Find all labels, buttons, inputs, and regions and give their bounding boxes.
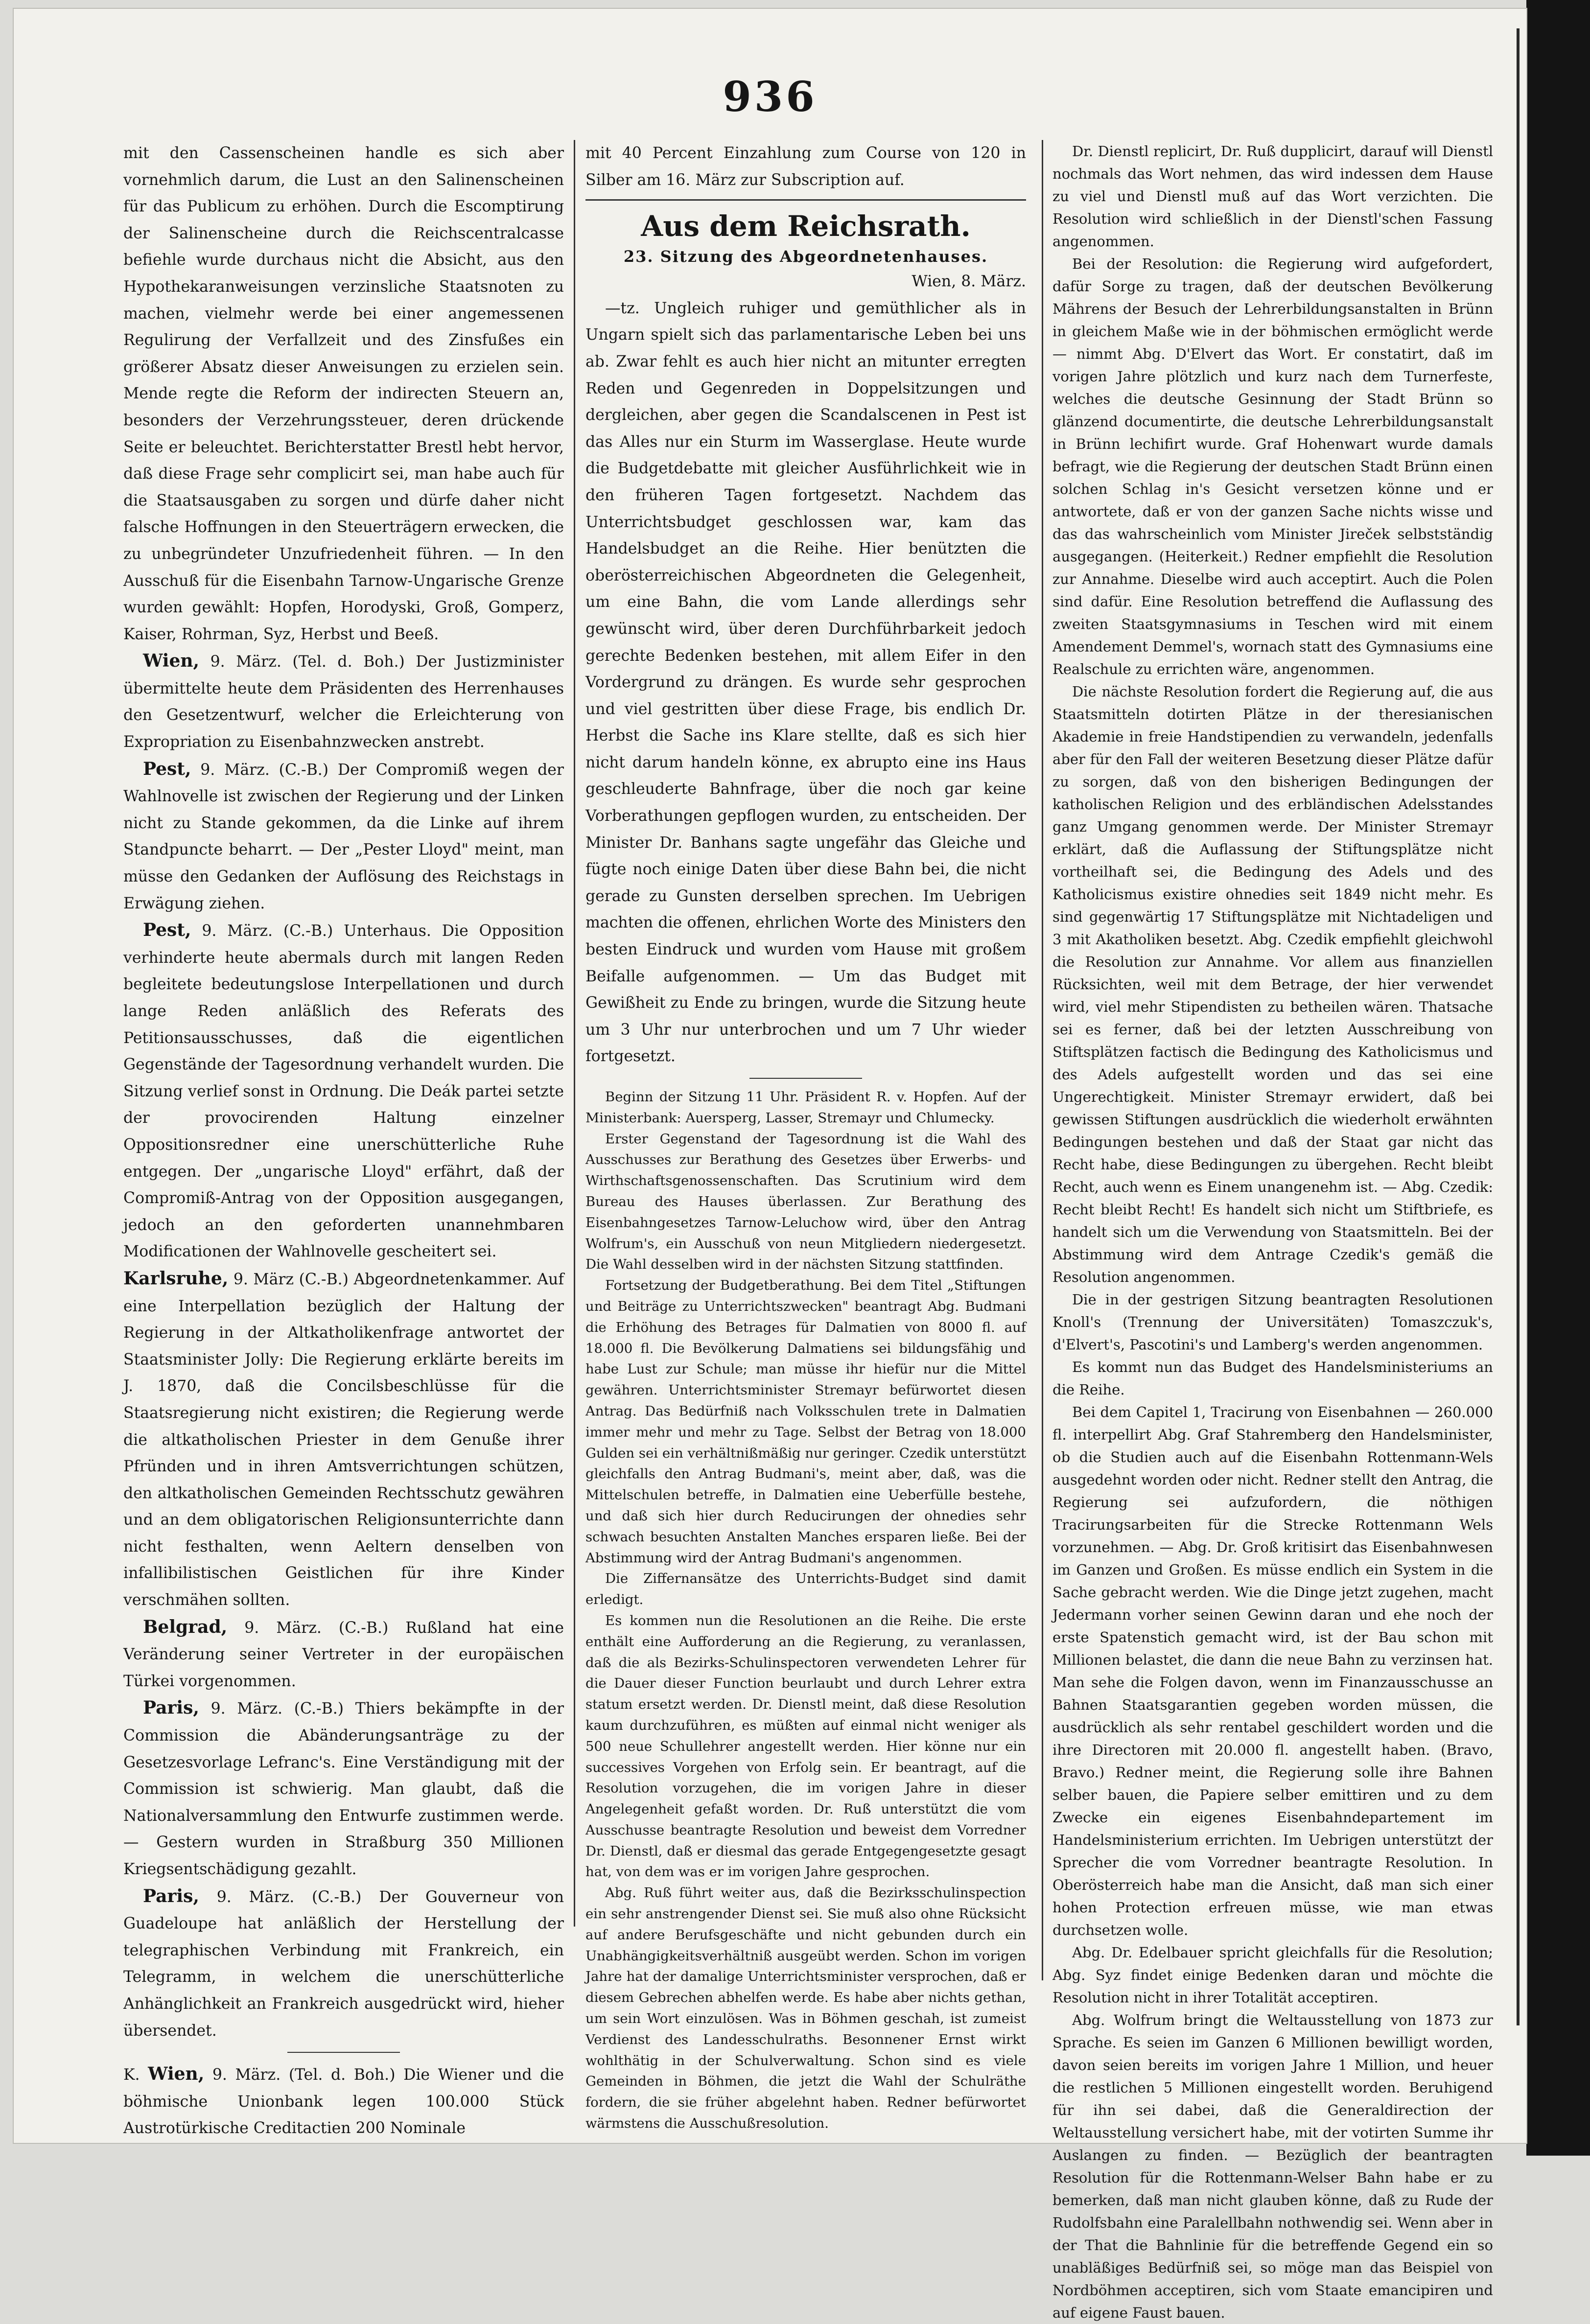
report-paragraph: Abg. Wolfrum bringt die Weltausstellung von 1873 zur Sprache. Es seien im Ganzen 6 Millionen bewilligt worden, davon seien bereits im vorigen Jahre 1 Million, und heuer die restlichen 5 Millionen eingestellt worden. Beruhigend für ihn sei dabei, daß die Generaldirection der Weltausstellung versichert habe, mit der votirten Summe ihr Auslangen zu finden. — Bezüglich der beantragten Resolution für die Rottenmann-Welser Bahn habe er zu bemerken, daß man nicht glauben könne, daß zu Rude der Rudolfsbahn eine Paralellbahn nothwendig sei. Wenn aber in der That die Bahnlinie für die betreffende Gegend ein so unabläßiges Bedürfniß sei, so möge man das Beispiel von Nordböhmen acceptiren, sich vom Staate emancipiren und auf eigene Faust bauen. bbox=[1052, 2012, 1493, 2321]
section-heading: Aus dem Reichsrath. bbox=[641, 209, 971, 243]
separator-rule bbox=[749, 1078, 862, 1079]
report-paragraph: —tz. Ungleich ruhiger und gemüthlicher als in Ungarn spielt sich das parlamentarische Leben bei uns ab. Zwar fehlt es auch hier nicht an mitunter erregten Reden und Gegenreden in Doppelsitzungen und dergleichen, aber gegen die Scandalscenen in Pest ist das Alles nur ein Sturm im Wasserglase. Heute wurde die Budgetdebatte mit gleicher Ausführlichkeit wie in den früheren Tagen fortgesetzt. Nachdem das Unterrichtsbudget geschlossen war, kam das Handelsbudget an die Reihe. Hier benützten die oberösterreichischen Abgeordneten die Gelegenheit, um eine Bahn, die vom Lande allerdings sehr gewünscht wird, über deren Durchführbarkeit jedoch gerechte Bedenken bestehen, mit allem Eifer in den Vordergrund zu drängen. Es wurde sehr gesprochen und viel gestritten über diese Frage, bis endlich Dr. Herbst die Sache ins Klare stellte, daß es sich hier nicht darum handeln könne, ex abrupto eine ins Haus geschleuderte Bahnfrage, über die noch gar keine Vorberathungen gepflogen wurden, zu entscheiden. Der Minister Dr. Banhans sagte ungefähr das Gleiche und fügte noch einige Daten über diese Bahn bei, die nicht gerade zu Gunsten derselben sprechen. Im Uebrigen machten die offenen, ehrlichen Worte des Ministers den besten Eindruck und wurden vom Hause mit großem Beifalle aufgenommen. — Um das Budget mit Gewißheit zu Ende zu bringen, wurde die Sitzung heute um 3 Uhr nur unterbrochen und um 7 Uhr wieder fortgesetzt. bbox=[585, 299, 1026, 1066]
news-text: 9. März. (C.-B.) Unterhaus. Die Opposition verhinderte heute abermals durch mit langen Reden begleitete bedeutungslose Interpellationen und durch lange Reden anläßlich des Referats des Petitionsausschusses, daß die eigentlichen Gegenstände der Tagesordnung verhandelt wurden. Die Sitzung verlief sonst in Ordnung. Die Deák partei setzte der provocirenden Haltung einzelner Oppositionsredner eine unerschütterliche Ruhe entgegen. Der „ungarische Lloyd" erfährt, daß der Compromiß-Antrag von der Opposition ausgegangen, jedoch an den geforderten unannehmbaren Modificationen der Wahlnovelle gescheitert sei. bbox=[123, 922, 564, 1261]
news-item bbox=[123, 1883, 564, 2045]
report-paragraph: Die in der gestrigen Sitzung beantragten Resolutionen Knoll's (Trennung der Universitäten) Tomaszczuk's, d'Elvert's, Pascotini's und Lamberg's werden angenommen. bbox=[1052, 1291, 1493, 1353]
news-text: 9. März (C.-B.) Abgeordnetenkammer. Auf eine Interpellation bezüglich der Haltung der Regierung in der Altkatholikenfrage antwortet der Staatsminister Jolly: Die Regierung erklärte bereits im J. 1870, daß die Concilsbeschlüsse für die Staatsregierung nicht existiren; die Regierung werde die altkatholischen Priester in dem Genuße ihrer Pfründen und in ihren Amtsverrichtungen schützen, den altkatholischen Gemeinden Rechtsschutz gewähren und an dem obligatorischen Religionsunterrichte dann nicht festhalten, wenn Aeltern denselben von infallibilistischen Geistlichen für ihre Kinder verschmähen sollten. bbox=[123, 1270, 564, 1609]
news-item bbox=[123, 2061, 564, 2142]
report-paragraph: Bei dem Capitel 1, Tracirung von Eisenbahnen — 260.000 fl. interpellirt Abg. Graf Stahremberg den Handelsminister, ob die Studien auch auf die Eisenbahn Rottenmann-Wels ausgedehnt worden oder nicht. Redner stellt den Antrag, die Regierung sei aufzufordern, die nöthigen Tracirungsarbeiten für die Strecke Rottenmann Wels vorzunehmen. — Abg. Dr. Groß kritisirt das Eisenbahnwesen im Ganzen und Großen. Es müsse endlich ein System in die Sache gebracht werden. Wie die Dinge jetzt zugehen, macht Jedermann vorher seinen Gewinn daran und ehe noch der erste Spatenstich gemacht wird, ist der Bau schon mit Millionen belastet, die dann die neue Bahn zu verzinsen hat. Man sehe die Folgen davon, wenn im Finanzausschusse an Bahnen Staatsgarantien gegeben worden müssen, die ausdrücklich als sehr rentabel geschildert worden und die ihre Directoren mit 20.000 fl. angestellt haben. (Bravo, Bravo.) Redner meint, die Regierung solle ihre Bahnen selber bauen, die Papiere selber emittiren und zu dem Zwecke ein eigenes Eisenbahndepartement im Handelsministerium errichten. Im Uebrigen unterstützt der Sprecher die vom Vorredner beantragte Resolution. In Oberösterreich habe man die Ansicht, daß man sich einer hohen Protection erfreuen müsse, wie man etwas durchsetzen wolle. bbox=[1052, 1404, 1493, 1938]
column-divider bbox=[574, 140, 575, 1927]
report-paragraph: Abg. Dr. Edelbauer spricht gleichfalls für die Resolution; Abg. Syz findet einige Bedenken daran und möchte die Resolution nicht in ihrer Totalität acceptiren. bbox=[1052, 1944, 1493, 2006]
report-paragraph: Bei der Resolution: die Regierung wird aufgefordert, dafür Sorge zu tragen, daß der deutschen Bevölkerung Mährens der Besuch der Lehrerbildungsanstalten in Brünn in gleichem Maße wie in der böhmischen ermöglicht werde — nimmt Abg. D'Elvert das Wort. Er constatirt, daß im vorigen Jahre plötzlich und kurz nach dem Turnerfeste, welches die deutsche Gesinnung der Stadt Brünn so glänzend documentirte, die deutsche Lehrerbildungsanstalt in Brünn lechifirt wurde. Graf Hohenwart wurde damals befragt, wie die Regierung der deutschen Stadt Brünn einen solchen Schlag in's Gesicht versetzen könne und er antwortete, daß er von der ganzen Sache nichts wisse und das das wahrscheinlich vom Minister Jireček selbstständig ausgegangen. (Heiterkeit.) Redner empfiehlt die Resolution zur Annahme. Dieselbe wird auch acceptirt. Auch die Polen sind dafür. Eine Resolution betreffend die Auflassung des zweiten Staatsgymnasiums in Teschen wird mit einem Amendement Demmel's, wornach statt des Gymnasiums eine Realschule zu errichten wäre, angenommen. bbox=[1052, 256, 1493, 677]
dateline-place: Pest, bbox=[143, 920, 191, 941]
correspondent-mark: K. bbox=[123, 2066, 140, 2084]
dateline-place: Paris, bbox=[143, 1697, 199, 1719]
scan-border bbox=[1526, 0, 1590, 2156]
column-divider bbox=[1042, 140, 1043, 1980]
separator-rule bbox=[287, 2052, 400, 2053]
news-text: 9. März. (Tel. d. Boh.) Die Wiener und die böhmische Unionbank legen 100.000 Stück Austrotürkische Creditactien 200 Nominale bbox=[123, 2066, 564, 2138]
news-text: 9. März. (C.-B.) Rußland hat eine Veränderung seiner Vertreter in der europäischen Türkei vorgenommen. bbox=[123, 1619, 564, 1690]
section-rule bbox=[585, 199, 1026, 201]
news-item bbox=[123, 1614, 564, 1695]
continued-paragraph: mit 40 Percent Einzahlung zum Course von 120 in Silber am 16. März zur Subscription auf. bbox=[585, 144, 1026, 189]
news-text: 9. März. (C.-B.) Thiers bekämpfte in der Commission die Abänderungsanträge zu der Gesetzesvorlage Lefranc's. Eine Verständigung mit der Commission ist schwierig. Man glaubt, daß die Nationalversammlung den Entwurfe zustimmen werde. — Gestern wurden in Straßburg 350 Millionen Kriegsentschädigung gezahlt. bbox=[123, 1700, 564, 1878]
newspaper-page bbox=[14, 9, 1526, 2321]
report-paragraph: Fortsetzung der Budgetberathung. Bei dem Titel „Stiftungen und Beiträge zu Unterrichtszwecken" beantragt Abg. Budmani die Erhöhung des Betrages für Dalmatien von 8000 fl. auf 18.000 fl. Die Bevölkerung Dalmatiens sei bildungsfähig und habe Lust zur Schule; man müsse ihr hiefür nur die Mittel gewähren. Unterrichtsminister Stremayr befürwortet diesen Antrag. Das Bedürfniß nach Volksschulen trete in Dalmatien immer mehr und mehr zu Tage. Selbst der Betrag von 18.000 Gulden sei ein verhältnißmäßig nur geringer. Czedik unterstützt gleichfalls den Antrag Budmani's, meint aber, daß, was die Mittelschulen betreffe, in Dalmatien eine Ueberfülle bestehe, und daß sich hier durch Reducirungen der ohnedies sehr schwach besuchten Anstalten Manches ersparen ließe. Bei der Abstimmung wird der Antrag Budmani's angenommen. bbox=[585, 1278, 1026, 1566]
dateline-place: Karlsruhe, bbox=[123, 1268, 229, 1289]
session-subheading: 23. Sitzung des Abgeordnetenhauses. bbox=[623, 247, 988, 266]
news-item bbox=[123, 1265, 564, 1614]
report-paragraph: Es kommt nun das Budget des Handelsministeriums an die Reihe. bbox=[1052, 1359, 1493, 1398]
column-1 bbox=[123, 140, 564, 2142]
news-text: 9. März. (C.-B.) Der Gouverneur von Guadeloupe hat anläßlich der Herstellung der telegraphischen Verbindung mit Frankreich, ein Telegramm, in welchem die unerschütterliche Anhänglichkeit an Frankreich ausgedrückt wird, hieher übersendet. bbox=[123, 1888, 564, 2040]
report-paragraph: Die Ziffernansätze des Unterrichts-Budget sind damit erledigt. bbox=[585, 1571, 1026, 1608]
page-edge-shadow bbox=[1517, 28, 1520, 2025]
news-item bbox=[123, 1695, 564, 1882]
dateline-place: Belgrad, bbox=[143, 1616, 228, 1637]
dateline-place: Pest, bbox=[143, 758, 191, 779]
news-text: 9. März. (Tel. d. Boh.) Der Justizminister übermittelte heute dem Präsidenten des Herrenhauses den Gesetzentwurf, welcher die Erleichterung von Expropriation zu Eisenbahnzwecken anstrebt. bbox=[123, 653, 564, 751]
report-paragraph: Erster Gegenstand der Tagesordnung ist die Wahl des Ausschusses zur Berathung des Gesetzes über Erwerbs- und Wirthschaftsgenossenschaften. Das Scrutinium wird dem Bureau des Hauses überlassen. Zur Berathung des Eisenbahngesetzes Tarnow-Leluchow wird, über den Antrag Wolfrum's, ein Ausschuß von neun Mitgliedern niedergesetzt. Die Wahl desselben wird in der nächsten Sitzung stattfinden. bbox=[585, 1131, 1026, 1273]
dateline-place: Wien, bbox=[143, 651, 200, 672]
dateline: Wien, 8. März. bbox=[912, 273, 1026, 291]
news-item bbox=[123, 756, 564, 917]
report-paragraph: Es kommen nun die Resolutionen an die Reihe. Die erste enthält eine Aufforderung an die Regierung, zu veranlassen, daß die als Bezirks-Schulinspectoren verwendeten Lehrer für die Dauer dieser Function beurlaubt und durch Lehrer extra statum ersetzt werden. Dr. Dienstl meint, daß diese Resolution kaum durchzuführen, es müßten auf einmal nicht weniger als 500 neue Schullehrer angestellt werden. Hier könne nur ein successives Vorgehen von Erfolg sein. Er beantragt, auf die Resolution vorzugehen, die im vorigen Jahre in dieser Angelegenheit gefaßt worden. Dr. Ruß unterstützt die vom Ausschusse beantragte Resolution und beweist dem Vorredner Dr. Dienstl, daß er diesmal das gerade Entgegengesetzte gesagt hat, von dem was er im vorigen Jahre gesprochen. bbox=[585, 1612, 1026, 1880]
page-number: 936 bbox=[723, 72, 818, 121]
news-item bbox=[123, 648, 564, 755]
news-text: 9. März. (C.-B.) Der Compromiß wegen der Wahlnovelle ist zwischen der Regierung und der Linken nicht zu Stande gekommen, da die Linke auf ihrem Standpuncte beharrt. — Der „Pester Lloyd" meint, man müsse den Gedanken der Auflösung des Reichstags in Erwägung ziehen. bbox=[123, 761, 564, 912]
report-paragraph: Die nächste Resolution fordert die Regierung auf, die aus Staatsmitteln dotirten Plätze in der theresianischen Akademie in freie Handstipendien zu verwandeln, jedenfalls aber für den Fall der weiteren Besetzung dieser Plätze dafür zu sorgen, daß von den bisherigen Bedingungen der katholischen Religion und des erbländischen Adelsstandes ganz Umgang genommen werde. Der Minister Stremayr erklärt, daß die Auflassung der Stiftungsplätze nicht vortheilhaft sei, die Bedingung des Adels und des Katholicismus existire ohnedies seit 1849 nicht mehr. Es sind gegenwärtig 17 Stiftungsplätze mit Nichtadeligen und 3 mit Akatholiken besetzt. Abg. Czedik empfiehlt gleichwohl die Resolution zur Annahme. Vor allem aus finanziellen Rücksichten, weil mit dem Betrage, der hier verwendet wird, viel mehr Stipendisten zu betheilen wären. Thatsache sei es ferner, daß bei der letzten Ausschreibung von Stiftsplätzen factisch die Bedingung des Katholicismus und des Adels aufgestellt worden und das sei eine Ungerechtigkeit. Minister Stremayr erwidert, daß bei gewissen Stiftungen ausdrücklich die wiederholt erwähnten Bedingungen bestehen und daß der Staat gar nicht das Recht habe, diese Bedingungen zu übergehen. Recht bleibt Recht, auch wenn es Einem unangenehm ist. — Abg. Czedik: Recht bleibt Recht! Es handelt sich nicht um Stiftbriefe, es handelt sich um die Verwendung von Staatsmitteln. Bei der Abstimmung wird dem Antrage Czedik's gemäß die Resolution angenommen. bbox=[1052, 683, 1493, 1285]
column-2 bbox=[585, 140, 1026, 2134]
report-paragraph: Abg. Ruß führt weiter aus, daß die Bezirksschulinspection ein sehr anstrengender Dienst sei. Sie muß also ohne Rücksicht auf andere Berufsgeschäfte und nicht gebunden durch ein Unabhängigkeitsverhältniß ausgeübt werden. Schon im vorigen Jahre hat der damalige Unterrichtsminister versprochen, daß er diesem Gebrechen abhelfen werde. Es habe aber nichts gethan, um sein Wort einzulösen. Was in Böhmen geschah, ist zumeist Verdienst des Landesschulraths. Besonnener Ernst wirkt wohlthätig in der Schulverwaltung. Schon sind es viele Gemeinden in Böhmen, die jetzt die Wahl der Schulräthe fordern, die sie früher abgelehnt haben. Redner befürwortet wärmstens die Ausschußresolution. bbox=[585, 1885, 1026, 2132]
dateline-place: Wien, bbox=[148, 2064, 205, 2085]
report-paragraph: Beginn der Sitzung 11 Uhr. Präsident R. v. Hopfen. Auf der Ministerbank: Auersperg, Lasser, Stremayr und Chlumecky. bbox=[585, 1089, 1026, 1126]
dateline-place: Paris, bbox=[143, 1885, 199, 1906]
report-paragraph: Dr. Dienstl replicirt, Dr. Ruß dupplicirt, darauf will Dienstl nochmals das Wort nehmen, das wird indessen dem Hause zu viel und Dienstl muß auf das Wort verzichten. Die Resolution wird schließlich in der Dienstl'schen Fassung angenommen. bbox=[1052, 143, 1493, 250]
news-item bbox=[123, 917, 564, 1265]
article-paragraph: mit den Cassenscheinen handle es sich aber vornehmlich darum, die Lust an den Salinenscheinen für das Publicum zu erhöhen. Durch die Escomptirung der Salinenscheine durch die Reichscentralcasse befiehle wurde durchaus nicht die Absicht, aus den Hypothekaranweisungen verzinsliche Staatsnoten zu machen, vielmehr werde bei einer angemessenen Regulirung der Verfallzeit und des Zinsfußes ein größerer Absatz dieser Anweisungen zu erzielen sein. Mende regte die Reform der indirecten Steuern an, besonders der Verzehrungssteuer, deren drückende Seite er beleuchtet. Berichterstatter Brestl hebt hervor, daß diese Frage sehr complicirt sei, man habe auch für die Staatsausgaben zu sorgen und dürfe daher nicht falsche Hoffnungen in den Steuerträgern erwecken, die zu unbegründeter Unzufriedenheit führen. — In den Ausschuß für die Eisenbahn Tarnow-Ungarische Grenze wurden gewählt: Hopfen, Horodyski, Groß, Gomperz, Kaiser, Rohrman, Syz, Herbst und Beeß. bbox=[123, 144, 564, 643]
column-3 bbox=[1052, 140, 1493, 2324]
